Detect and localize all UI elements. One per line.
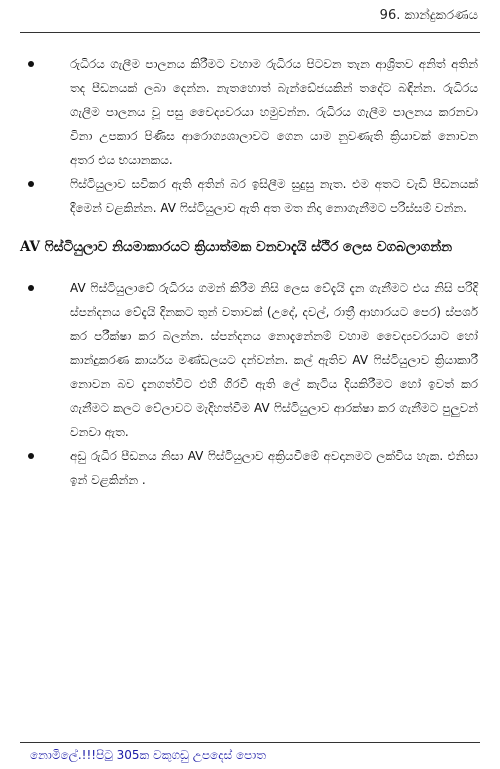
- page-header-title: 96. කාන්දුකරණය: [379, 8, 478, 23]
- page-content: [20, 52, 478, 492]
- bullet-icon: [28, 181, 34, 187]
- list-item-text: අඩු රුධිර පීඩනය නිසා AV ෆිස්ටියුලාව අක්‍රියවීමේ අවදානමට ලක්විය හැක. එනිසා ඉන් වළකින්න .: [70, 449, 478, 487]
- header-divider: [20, 32, 480, 33]
- footer-divider: [20, 742, 480, 743]
- bullet-list-2: [20, 276, 478, 492]
- bullet-icon: [28, 453, 34, 459]
- list-item: [20, 52, 478, 172]
- footer-text: නොමිලේ.!!!පිටු 305ක වකුගඩු උපදෙස් පොත: [30, 748, 266, 762]
- bullet-icon: [28, 285, 34, 291]
- list-item-text: ෆිස්ටියුලාව සවිකර ඇති අතින් බර ඉසිලීම සුදුසු නැත. එම අතට වැඩි පීඩනයක් දීමෙන් වළකින්න. AV ෆිස්ටියුලාව ඇති අත මත නිදා නොගැනීමට පරිස්සම් වන්න.: [70, 177, 478, 215]
- list-item: [20, 276, 478, 444]
- list-item: [20, 444, 478, 492]
- list-item: [20, 172, 478, 220]
- list-item-text: AV ෆිස්ටියුලාවේ රුධිරය ගමන් කිරීම නිසි ලෙස වේදැයි දැන ගැනීමට එය නිසි පරිදි ස්පන්දනය වේදැයි දිනකට තුන් වතාවක් (උදේ, දවල්, රාත්‍රී ආහාරයට පෙර) ස්පර්ශ කර පරීක්ෂා කර බලන්න. ස්පන්දනය නොදැනේනම් වහාම වෛද්‍යවරයාට හෝ කාන්දුකරණ කාර්යය මණ්ඩලයට දන්වන්න. කල් ඇතිව AV ෆිස්ටියුලාව ක්‍රියාකාරී නොවන බව දැනගත්විට එහි ගිරවී ඇති ලේ කැටිය දියකිරීමට හෝ ඉවත් කර ගැනීමට කලට වේලාවට මැදිහත්වීම AV ෆිස්ටියුලාව ආරක්ෂා කර ගැනීමට පුලුවන් වනවා ඇත.: [70, 281, 478, 439]
- bullet-icon: [28, 61, 34, 67]
- list-item-text: රුධිරය ගැලීම පාලනය කිරීමට වහාම රුධිරය පිටවන තැන ආශ්‍රිතව අනිත් අතින් තද පීඩනයක් ලබා දෙන්න. නැතහොත් බැන්ඩේජයකින් තදේට බඳින්න. රුධිරය ගැලීම පාලනය වූ පසු වෛද්‍යවරයා හමුවන්න. රුධිරය ගැලීම පාලනය කරනවා විනා උපකාර පිණිස ආරොග්‍යශාලාවට ගෙන යාම නුවණැති ක්‍රියාවක් නොවන අතර එය භයානකය.: [70, 57, 478, 167]
- section-heading: AV ෆිස්ටියුලාව නියමාකාරයට ක්‍රියාත්මක වනවාදැයි ස්ථිර ලෙස වගබලාගන්න: [20, 239, 453, 255]
- bullet-list-1: [20, 52, 478, 220]
